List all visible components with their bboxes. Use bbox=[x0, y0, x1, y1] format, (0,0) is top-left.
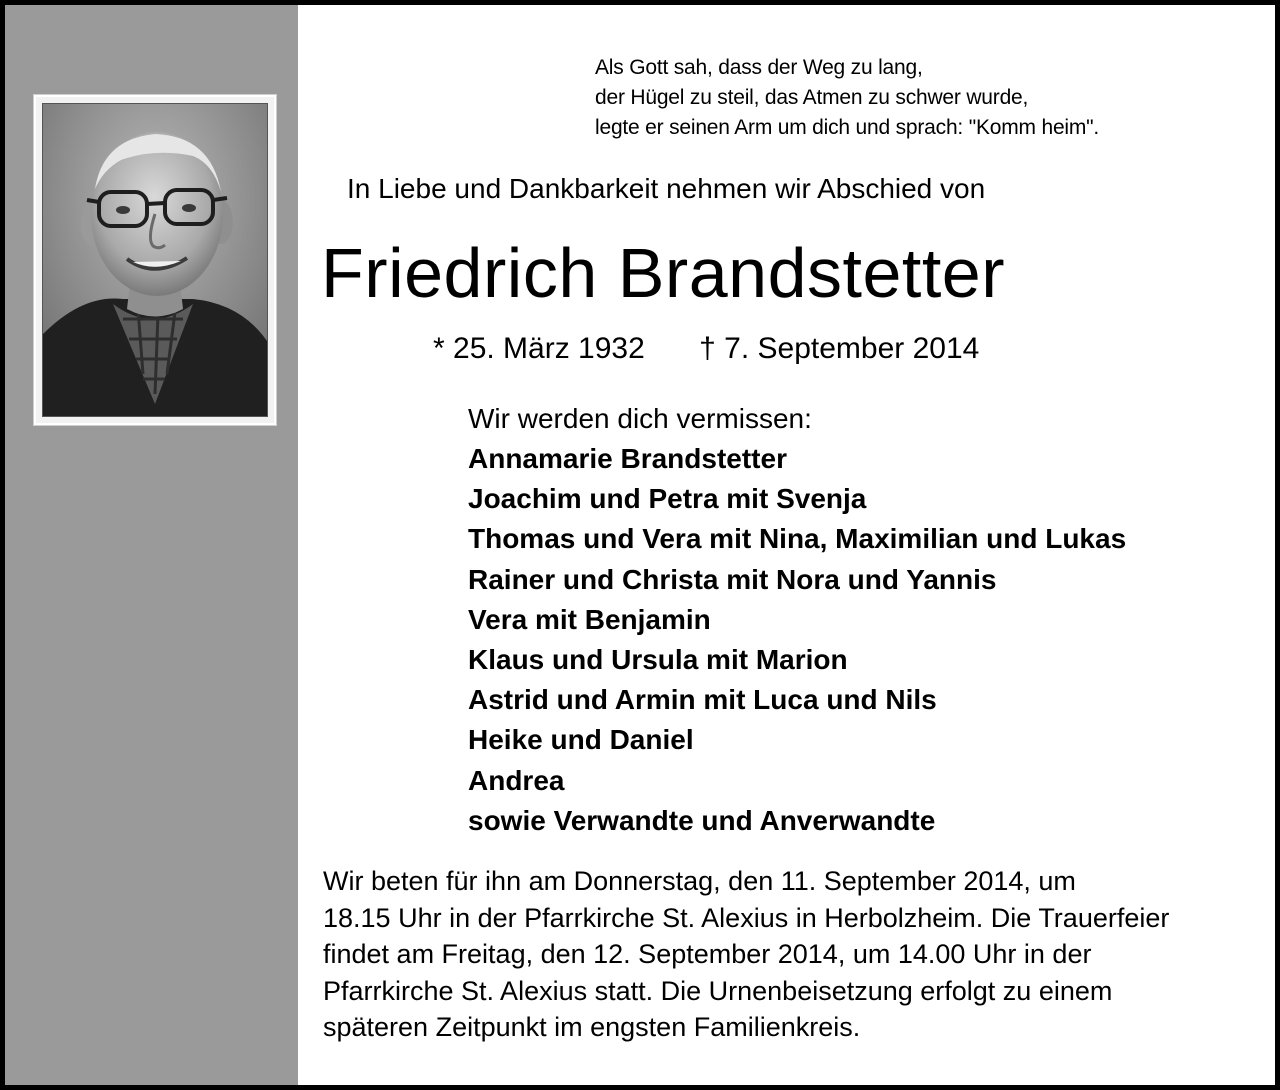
service-line: späteren Zeitpunkt im engsten Familienkreis. bbox=[323, 1012, 861, 1042]
farewell-intro: In Liebe und Dankbarkeit nehmen wir Abschied von bbox=[347, 173, 986, 204]
mourner-item: sowie Verwandte und Anverwandte bbox=[468, 804, 936, 836]
portrait-photo bbox=[42, 103, 268, 417]
service-details bbox=[323, 863, 1253, 1046]
mourner-item: Astrid und Armin mit Luca und Nils bbox=[468, 684, 937, 716]
poem-verse bbox=[595, 53, 1099, 143]
poem-line: Als Gott sah, dass der Weg zu lang, bbox=[595, 56, 923, 79]
poem-line: der Hügel zu steil, das Atmen zu schwer wurde, bbox=[595, 86, 1029, 109]
service-line: 18.15 Uhr in der Pfarrkirche St. Alexius in Herbolzheim. Die Trauerfeier bbox=[323, 902, 1170, 933]
mourner-item: Rainer und Christa mit Nora und Yannis bbox=[468, 563, 997, 595]
mourner-item: Annamarie Brandstetter bbox=[468, 443, 787, 474]
deceased-name: Friedrich Brandstetter bbox=[321, 234, 1006, 312]
grey-sidebar bbox=[5, 5, 298, 1085]
mourners-heading: Wir werden dich vermissen: bbox=[468, 403, 812, 434]
mourner-item: Andrea bbox=[468, 764, 565, 796]
life-dates bbox=[433, 329, 979, 369]
mourner-names bbox=[468, 439, 1126, 841]
mourner-item: Klaus und Ursula mit Marion bbox=[468, 644, 848, 676]
mourner-item: Thomas und Vera mit Nina, Maximilian und Lukas bbox=[468, 523, 1127, 555]
birth-date: * 25. März 1932 bbox=[433, 332, 645, 365]
service-line: Wir beten für ihn am Donnerstag, den 11. September 2014, um bbox=[323, 866, 1076, 896]
service-line: findet am Freitag, den 12. September 2014, um 14.00 Uhr in der bbox=[323, 939, 1092, 969]
service-line: Pfarrkirche St. Alexius statt. Die Urnenbeisetzung erfolgt zu einem bbox=[323, 975, 1113, 1006]
mourners-list bbox=[468, 399, 1126, 841]
mourner-item: Heike und Daniel bbox=[468, 724, 694, 756]
mourner-item: Joachim und Petra mit Svenja bbox=[468, 483, 867, 515]
poem-line: legte er seinen Arm um dich und sprach: "Komm heim". bbox=[595, 116, 1100, 139]
mourner-item: Vera mit Benjamin bbox=[468, 603, 711, 635]
portrait-frame bbox=[34, 95, 276, 425]
death-date: † 7. September 2014 bbox=[699, 332, 980, 365]
portrait-illustration bbox=[43, 104, 268, 417]
